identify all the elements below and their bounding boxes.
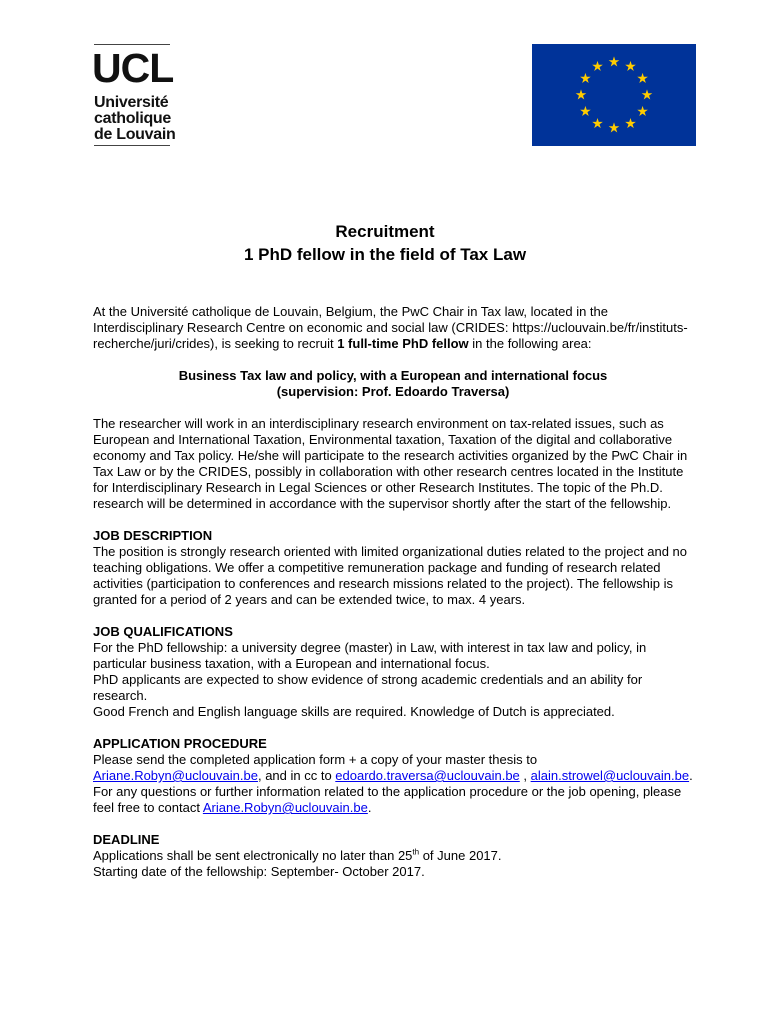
eu-flag-icon [532,44,696,146]
job-qualifications-p3: Good French and English language skills are required. Knowledge of Dutch is appreciated. [93,704,615,719]
logo-line-1: Université [94,94,169,111]
logo-bottom-rule [94,145,170,146]
page-subtitle: 1 PhD fellow in the field of Tax Law [243,245,527,264]
application-contact [93,784,693,816]
deadline-start-date: Starting date of the fellowship: September- October 2017. [93,864,425,879]
research-area-line-1: Business Tax law and policy, with a European and international focus [178,368,608,383]
researcher-paragraph: The researcher will work in an interdisciplinary research environment on tax-related issues, such as European and International Taxation, Environmental taxation, Taxation of the digital and collaborative economy and Tax policy. He/she will participate to the research activities organized by the PwC Chair in Tax Law or by the CRIDES, possibly in collaboration with other research centres located in the Institute for Interdisciplinary Research in Legal Sciences or other Research Institutes. The topic of the Ph.D. research will be determined in accordance with the supervisor shortly after the start of the fellowship. [93,416,688,511]
application-line-3: For any questions or further information related to the application procedure or the job opening, please feel free to contact [93,784,682,815]
logo-line-3: de Louvain [94,126,176,143]
intro-text-b: in the following area: [468,336,592,351]
job-qualifications-heading: JOB QUALIFICATIONS [93,624,233,639]
deadline-text-a: Applications shall be sent electronically no later than 25 [93,848,413,863]
application-mid-2: , [519,768,531,783]
ucl-logo [94,44,174,148]
intro-paragraph [93,304,693,352]
job-qualifications-p2: PhD applicants are expected to show evidence of strong academic credentials and an ability for research. [93,672,643,703]
page-title: Recruitment [335,222,435,241]
email-link-traversa[interactable]: edoardo.traversa@uclouvain.be [335,768,520,783]
research-area-line-2: (supervision: Prof. Edoardo Traversa) [276,384,510,399]
deadline-text-b: of June 2017. [419,848,502,863]
email-link-strowel[interactable]: alain.strowel@uclouvain.be [530,768,690,783]
deadline-sup: th [412,847,420,857]
email-link-ariane[interactable]: Ariane.Robyn@uclouvain.be [93,768,258,783]
application-heading: APPLICATION PROCEDURE [93,736,267,751]
email-link-ariane-contact[interactable]: Ariane.Robyn@uclouvain.be [202,800,368,815]
deadline-heading: DEADLINE [93,832,160,847]
logo-abbr: UCL [92,45,174,91]
intro-text-a: At the Université catholique de Louvain, Belgium, the PwC Chair in Tax law, located in the Interdisciplinary Research Centre on economic and social law (CRIDES: https://uclouvain.be/fr/instituts-recherche/juri/crides), is seeking to recruit [93,304,688,351]
application-mid-1: , and in cc to [257,768,336,783]
job-qualifications-p1: For the PhD fellowship: a university degree (master) in Law, with interest in tax law and policy, in particular business taxation, with a European and international focus. [93,640,647,671]
document-body [93,304,693,880]
application-line-1: Please send the completed application form + a copy of your master thesis to [93,752,538,767]
application-emails [93,768,693,784]
job-description-text: The position is strongly research oriented with limited organizational duties related to the project and no teaching obligations. We offer a competitive remuneration package and funding of research related activities (participation to conferences and research missions related to the project). The fellowship is granted for a period of 2 years and can be extended twice, to max. 4 years. [93,544,688,607]
application-end-2: . [367,800,372,815]
job-description-heading: JOB DESCRIPTION [93,528,213,543]
logo-line-2: catholique [94,110,172,127]
application-end: . [689,768,693,783]
deadline-text [93,848,693,864]
intro-bold: 1 full-time PhD fellow [337,336,469,351]
